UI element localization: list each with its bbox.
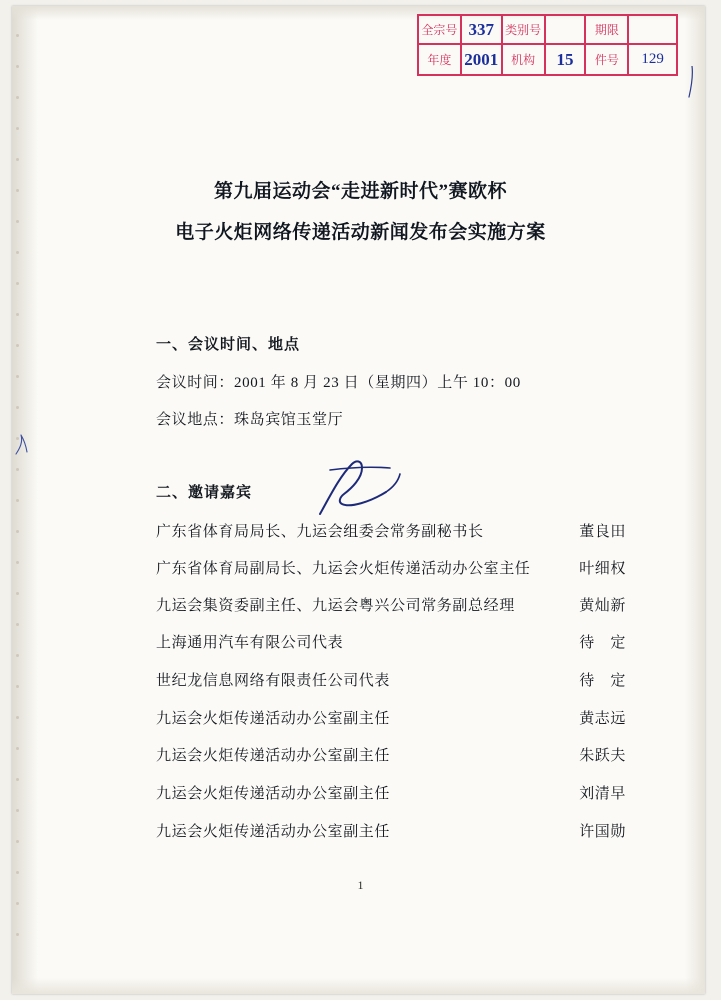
guest-title: 九运会火炬传递活动办公室副主任 bbox=[156, 711, 391, 727]
document-title-line1: 第九届运动会“走进新时代”赛欧杯 bbox=[213, 181, 507, 202]
stamp-label-org: 机构 bbox=[503, 45, 546, 74]
guest-title: 九运会集资委副主任、九运会粤兴公司常务副总经理 bbox=[156, 598, 515, 614]
meeting-time: 会议时间：2001 年 8 月 23 日（星期四）上午 10：00 bbox=[156, 375, 521, 391]
stamp-label-term: 期限 bbox=[586, 16, 629, 43]
guest-name: 叶细权 bbox=[579, 561, 626, 577]
stamp-label-item: 件号 bbox=[586, 45, 629, 74]
stamp-value-org: 15 bbox=[546, 45, 587, 74]
guest-title: 九运会火炬传递活动办公室副主任 bbox=[156, 786, 391, 802]
guest-row bbox=[156, 631, 626, 652]
guest-row bbox=[156, 557, 626, 578]
guest-title: 世纪龙信息网络有限责任公司代表 bbox=[156, 673, 391, 689]
meeting-place: 会议地点：珠岛宾馆玉堂厅 bbox=[156, 412, 344, 428]
guest-name: 朱跃夫 bbox=[579, 748, 626, 764]
stamp-label-year: 年度 bbox=[419, 45, 462, 74]
guest-name: 黄志远 bbox=[579, 711, 626, 727]
section-1-heading: 一、会议时间、地点 bbox=[156, 337, 301, 353]
guest-title: 广东省体育局副局长、九运会火炬传递活动办公室主任 bbox=[156, 561, 531, 577]
section-2-heading: 二、邀请嘉宾 bbox=[156, 485, 253, 501]
guest-row bbox=[156, 744, 626, 765]
guest-row bbox=[156, 707, 626, 728]
guest-name: 待 定 bbox=[579, 635, 626, 651]
guest-name: 刘清早 bbox=[579, 786, 626, 802]
stamp-label-fonds: 全宗号 bbox=[419, 16, 462, 43]
guest-name: 黄灿新 bbox=[579, 598, 626, 614]
document-title-line2: 电子火炬网络传递活动新闻发布会实施方案 bbox=[175, 222, 546, 243]
guest-row bbox=[156, 820, 626, 841]
guest-row bbox=[156, 782, 626, 803]
guest-row bbox=[156, 669, 626, 690]
guest-title: 九运会火炬传递活动办公室副主任 bbox=[156, 824, 391, 840]
stamp-value-item: 129 bbox=[641, 51, 664, 67]
guest-title: 广东省体育局局长、九运会组委会常务副秘书长 bbox=[156, 524, 484, 540]
stamp-value-fonds: 337 bbox=[462, 16, 503, 43]
guest-name: 待 定 bbox=[579, 673, 626, 689]
guest-title: 九运会火炬传递活动办公室副主任 bbox=[156, 748, 391, 764]
guest-name: 董良田 bbox=[579, 524, 626, 540]
guest-row bbox=[156, 594, 626, 615]
guest-title: 上海通用汽车有限公司代表 bbox=[156, 635, 344, 651]
guest-row bbox=[156, 520, 626, 541]
stamp-label-category: 类别号 bbox=[503, 16, 546, 43]
guest-name: 许国勋 bbox=[579, 824, 626, 840]
page-number: 1 bbox=[357, 878, 364, 892]
stamp-value-year: 2001 bbox=[462, 45, 503, 74]
